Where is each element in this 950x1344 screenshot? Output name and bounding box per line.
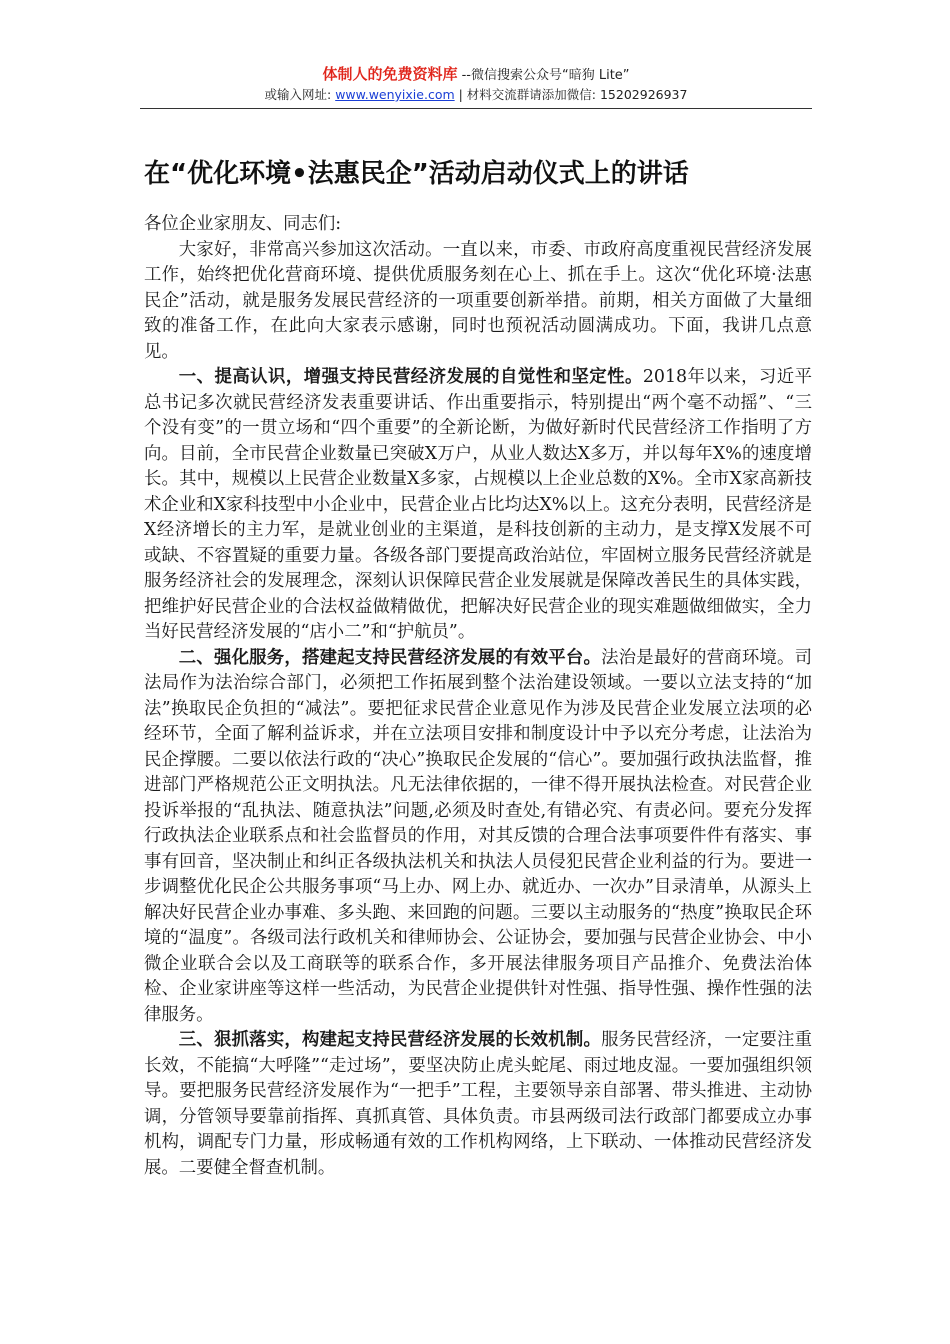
header-divider <box>140 108 812 109</box>
section-body-3: 服务民营经济，一定要注重长效，不能搞“大呼隆”“走过场”，要坚决防止虎头蛇尾、雨过地皮湿。一要加强组织领导。要把服务民营经济发展作为“一把手”工程，主要领导亲自部署、带头推进、主动协调，分管领导要靠前指挥、真抓真管、具体负责。市县两级司法行政部门都要成立办事机构，调配专门力量，形成畅通有效的工作机构网络，上下联动、一体推动民营经济发展。二要健全督查机制。 <box>144 1030 812 1178</box>
section-body-1: 2018年以来，习近平总书记多次就民营经济发表重要讲话、作出重要指示，特别提出“两个毫不动摇”、“三个没有变”的一贯立场和“四个重要”的全新论断，为做好新时代民营经济工作指明了方向。目前，全市民营企业数量已突破X万户，从业人数达X多万，并以每年X%的速度增长。其中，规模以上民营企业数量X多家，占规模以上企业总数的X%。全市X家高新技术企业和X家科技型中小企业中，民营企业占比均达X%以上。这充分表明，民营经济是X经济增长的主力军，是就业创业的主渠道，是科技创新的主动力，是支撑X发展不可或缺、不容置疑的重要力量。各级各部门要提高政治站位，牢固树立服务民营经济就是服务经济社会的发展理念，深刻认识保障民营企业发展就是保障改善民生的具体实践，把维护好民营企业的合法权益做精做优，把解决好民营企业的现实难题做细做实，全力当好民营经济发展的“店小二”和“护航员”。 <box>144 367 812 642</box>
header-site-link[interactable]: www.wenyixie.com <box>335 87 455 102</box>
page-header <box>140 64 812 104</box>
section-body-2: 法治是最好的营商环境。司法局作为法治综合部门，必须把工作拓展到整个法治建设领域。一要以立法支持的“加法”换取民企负担的“减法”。要把征求民营企业意见作为涉及民营企业发展立法项的必经环节，全面了解利益诉求，并在立法项目安排和制度设计中予以充分考虑，让法治为民企撑腰。二要以依法行政的“决心”换取民企发展的“信心”。要加强行政执法监督，推进部门严格规范公正文明执法。凡无法律依据的，一律不得开展执法检查。对民营企业投诉举报的“乱执法、随意执法”问题,必须及时查处,有错必究、有责必问。要充分发挥行政执法企业联系点和社会监督员的作用，对其反馈的合理合法事项要件件有落实、事事有回音，坚决制止和纠正各级执法机关和执法人员侵犯民营企业利益的行为。要进一步调整优化民企公共服务事项“马上办、网上办、就近办、一次办”目录清单，从源头上解决好民营企业办事难、多头跑、来回跑的问题。三要以主动服务的“热度”换取民企环境的“温度”。各级司法行政机关和律师协会、公证协会，要加强与民营企业协会、中小微企业联合会以及工商联等的联系合作，多开展法律服务项目产品推介、免费法治体检、企业家讲座等这样一些活动，为民营企业提供针对性强、指导性强、操作性强的法律服务。 <box>144 647 812 1025</box>
section-paragraph-3 <box>144 1028 812 1181</box>
section-heading-1: 一、提高认识，增强支持民营经济发展的自觉性和坚定性。 <box>178 367 643 387</box>
document-body <box>144 212 812 1181</box>
section-heading-3: 三、狠抓落实，构建起支持民营经济发展的长效机制。 <box>178 1030 602 1050</box>
header-brand: 体制人的免费资料库 <box>322 65 458 83</box>
header-tagline: --微信搜索公众号“暗狗 Lite” <box>457 68 630 83</box>
section-paragraph-2 <box>144 646 812 1029</box>
header-contact: | 材料交流群请添加微信: 15202926937 <box>454 87 688 102</box>
header-contact-line <box>140 86 812 104</box>
section-paragraph-1 <box>144 365 812 646</box>
greeting: 各位企业家朋友、同志们: <box>144 214 342 234</box>
document-title: 在“优化环境•法惠民企”活动启动仪式上的讲话 <box>144 159 689 189</box>
intro-paragraph: 大家好，非常高兴参加这次活动。一直以来，市委、市政府高度重视民营经济发展工作，始终把优化营商环境、提供优质服务刻在心上、抓在手上。这次“优化环境·法惠民企”活动，就是服务发展民营经济的一项重要创新举措。前期，相关方面做了大量细致的准备工作，在此向大家表示感谢，同时也预祝活动圆满成功。下面，我讲几点意见。 <box>144 239 812 362</box>
header-site-prefix: 或输入网址: <box>264 87 336 102</box>
section-heading-2: 二、强化服务，搭建起支持民营经济发展的有效平台。 <box>178 647 602 668</box>
header-promo-line <box>140 64 812 86</box>
